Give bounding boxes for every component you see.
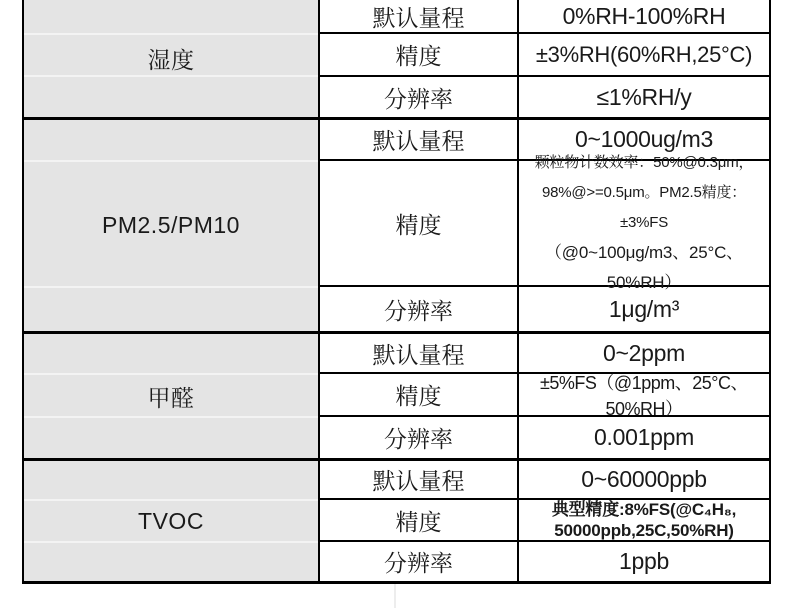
accuracy-line: 50000ppb,25C,50%RH) (554, 521, 734, 540)
spec-value-default-range: 0~2ppm (517, 334, 769, 374)
table-section-humidity (24, 0, 769, 117)
spec-label-resolution: 分辨率 (318, 417, 517, 458)
param-name-humidity: 湿度 (24, 0, 318, 117)
accuracy-line: （@0~100μg/m3、25°C、50%RH） (545, 243, 743, 292)
table-section-formaldehyde (24, 331, 769, 458)
spec-label-resolution: 分辨率 (318, 77, 517, 117)
param-name-tvoc: TVOC (24, 461, 318, 581)
spec-label-accuracy: 精度 (318, 161, 517, 287)
spec-label-accuracy: 精度 (318, 500, 517, 542)
spec-label-resolution: 分辨率 (318, 542, 517, 581)
spec-value-default-range: 0~60000ppb (517, 461, 769, 500)
spec-label-default-range: 默认量程 (318, 461, 517, 500)
param-name-pm: PM2.5/PM10 (24, 120, 318, 331)
spec-label-default-range: 默认量程 (318, 120, 517, 161)
spec-label-resolution: 分辨率 (318, 287, 517, 331)
spec-label-default-range: 默认量程 (318, 334, 517, 374)
accuracy-line: 98%@>=0.5μm。PM2.5精度：±3%FS (541, 184, 747, 231)
spec-value-resolution: 1μg/m³ (517, 287, 769, 331)
spec-value-resolution: 1ppb (517, 542, 769, 581)
spec-value-accuracy (517, 154, 769, 292)
page-stitch-line (394, 584, 396, 608)
spec-label-accuracy: 精度 (318, 34, 517, 77)
spec-label-accuracy: 精度 (318, 374, 517, 417)
spec-label-default-range: 默认量程 (318, 0, 517, 34)
spec-value-accuracy (517, 500, 769, 542)
param-name-formaldehyde: 甲醛 (24, 334, 318, 458)
accuracy-line: 颗粒物计数效率：50%@0.3μm， (534, 154, 754, 171)
spec-value-default-range: 0~1000ug/m3 (517, 120, 769, 161)
spec-value-accuracy: ±3%RH(60%RH,25°C) (517, 34, 769, 77)
spec-value-accuracy: ±5%FS（@1ppm、25°C、50%RH） (517, 374, 769, 417)
spec-value-resolution: 0.001ppm (517, 417, 769, 458)
spec-value-default-range: 0%RH-100%RH (517, 0, 769, 34)
table-section-tvoc (24, 458, 769, 581)
spec-value-resolution: ≤1%RH/y (517, 77, 769, 117)
accuracy-line: 典型精度:8%FS(@C₄H₈, (551, 500, 737, 519)
spec-table (22, 0, 771, 584)
table-section-pm (24, 117, 769, 331)
